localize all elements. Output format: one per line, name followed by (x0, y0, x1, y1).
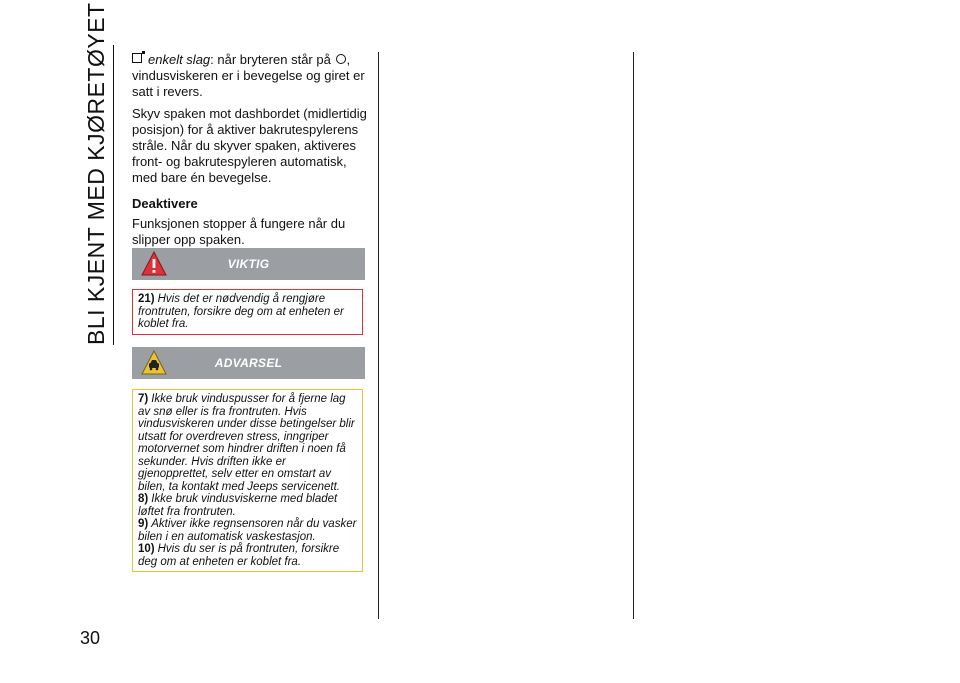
important-banner (132, 248, 365, 280)
warning-banner (132, 347, 365, 379)
warning-item (138, 543, 357, 568)
warning-item (138, 518, 357, 543)
text-column (132, 52, 367, 254)
item-number: 8) (138, 493, 149, 505)
item-number: 21) (138, 293, 155, 305)
circle-position-icon (336, 54, 346, 64)
important-box (132, 289, 363, 335)
warning-item (138, 393, 357, 493)
item-text: Ikke bruk vinduspusser for å fjerne lag av snø eller is fra frontruten. Hvis vindusviskeren under disse betingelser blir utsatt for overdreven stress, inngriper motorvernet som hindrer driften i noen få sekunder. Hvis driften ikke er gjenopprettet, selv etter en omstart av bilen, ta kontakt med Jeeps servicenett. (138, 393, 355, 493)
warning-item (138, 493, 357, 518)
item-text: Aktiver ikke regnsensoren når du vasker bilen i en automatisk vaskestasjon. (138, 518, 357, 543)
bullet-term: enkelt slag (148, 52, 211, 67)
page-number: 30 (80, 628, 101, 648)
item-number: 10) (138, 543, 155, 555)
bullet-square-icon (132, 53, 142, 63)
item-number: 7) (138, 393, 149, 405)
push-paragraph: Skyv spaken mot dashbordet (midlertidig posisjon) for å aktiver bakrutespylerens stråle. Når du skyver spaken, aktiveres front- og bakrutespyleren automatisk, med bare én bevegelse. (132, 106, 367, 185)
important-item (138, 293, 357, 331)
item-text: Hvis det er nødvendig å rengjøre frontruten, forsikre deg om at enheten er koblet fra. (138, 293, 344, 330)
column-divider-1 (378, 52, 379, 619)
warning-title: ADVARSEL (214, 356, 283, 370)
column-divider-2 (633, 52, 634, 619)
item-text: Ikke bruk vindusviskerne med bladet løftet fra frontruten. (138, 493, 338, 518)
deactivate-paragraph: Funksjonen stopper å fungere når du slipper opp spaken. (132, 216, 346, 247)
bullet-text-1: : når bryteren står på (210, 52, 335, 67)
warning-box (132, 389, 363, 572)
item-number: 9) (138, 518, 149, 530)
chapter-title: BLI KJENT MED KJØRETØYET (83, 2, 109, 345)
deactivate-heading: Deaktivere (132, 196, 198, 211)
bullet-paragraph (132, 52, 367, 100)
item-text: Hvis du ser is på frontruten, forsikre deg om at enheten er koblet fra. (138, 543, 340, 568)
bullet-text-2: , vindusviskeren er i bevegelse og giret er satt i revers. (132, 52, 365, 99)
important-title: VIKTIG (227, 257, 270, 271)
chapter-divider (113, 45, 114, 345)
